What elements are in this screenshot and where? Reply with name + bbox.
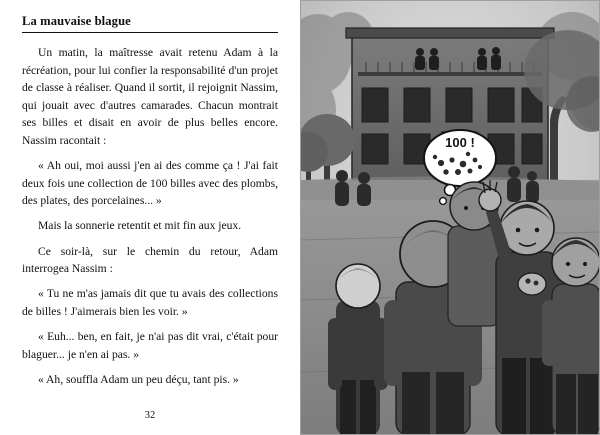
- chapter-title-block: [22, 14, 278, 33]
- chapter-title: La mauvaise blague: [22, 14, 131, 28]
- paragraph-7: « Ah, souffla Adam un peu déçu, tant pis. »: [38, 372, 239, 386]
- paragraph-5: « Tu ne m'as jamais dit que tu avais des collections de billes ! J'aimerais bien les voir. »: [22, 287, 278, 318]
- hand-with-marbles: [518, 273, 546, 295]
- illustration-artwork: [300, 0, 600, 435]
- paragraph-6: « Euh... ben, en fait, je n'ai pas dit vrai, c'était pour blaguer... je n'en ai pas. »: [22, 330, 278, 361]
- paragraph-2: « Ah oui, moi aussi j'en ai des comme ça ! J'ai fait deux fois une collection de 100 billes avec des plombs, des plates, des porcelaines... »: [22, 159, 278, 208]
- paragraph-4: Ce soir-là, sur le chemin du retour, Adam interrogea Nassim :: [22, 244, 278, 276]
- page-number: 32: [144, 410, 156, 421]
- paragraph-1: Un matin, la maîtresse avait retenu Adam à la récréation, pour lui confier la responsabilité d'un projet de classe à réaliser. Quand il sortit, il rejoignit Nassim, qui jouait avec d'autres camarades. Chacun montrait ses billes et disait en avoir de plus belles encore. Nassim racontait :: [22, 46, 278, 148]
- illustration-page: [300, 0, 600, 435]
- paragraph-3: Mais la sonnerie retentit et mit fin aux jeux.: [38, 219, 242, 233]
- child-left-small: [328, 264, 388, 435]
- svg-text:100 !: 100 !: [445, 135, 475, 150]
